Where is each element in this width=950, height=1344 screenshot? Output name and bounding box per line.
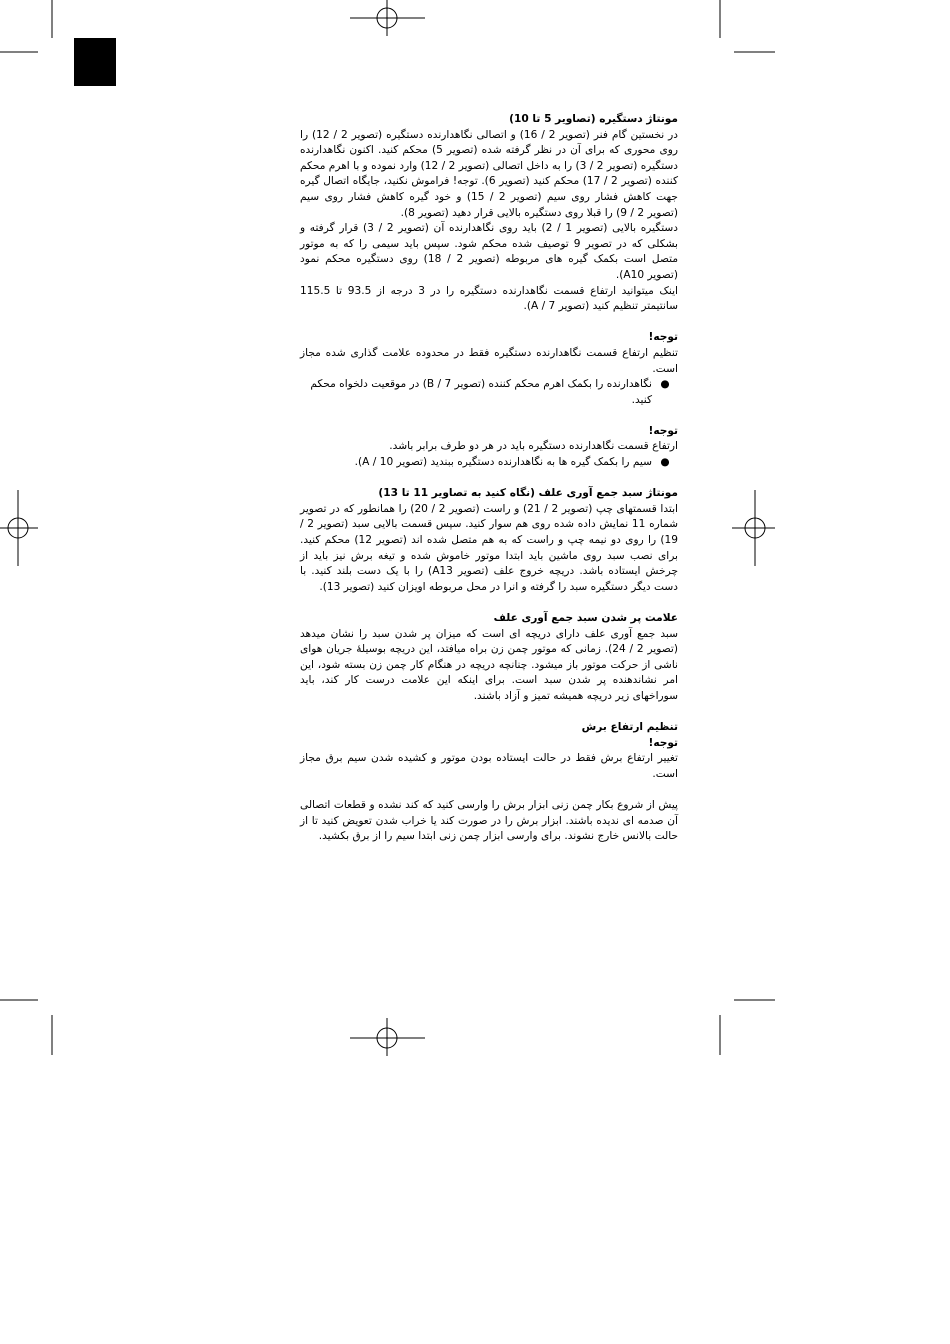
section-heading-basket-assembly: مونتاژ سبد جمع آوری علف (نگاه کنید به تصاویر 11 تا 13) xyxy=(378,487,678,500)
paragraph-basket: ابتدا قسمتهای چپ (تصویر 2 / 21) و راست (تصویر 2 / 20) را همانطور که در تصویر شماره 11 نمایش داده شده روی هم سوار کنید. سپس قسمت بالایی سبد (تصویر 2 / 19) را روی دو نیمه چپ و راست که به هم متصل شده اند (تصویر 12) محکم کنید. برای نصب سبد روی ماشین باید ابتدا موتور خاموش شده و تیغه برش نیز باید از چرخش ایستاده باشد. دریچه خروج علف (تصویر A13) را با یک دست بلند کنید. با دست دیگر دستگیره سبد را گرفته و انرا در محل مربوطه اویزان کنید (تصویر 13). xyxy=(300,502,678,593)
paragraph-full-indicator: سبد جمع آوری علف دارای دریچه ای است که میزان پر شدن سبد را نشان میدهد (تصویر 2 / 24). زمانی که موتور چمن زن براه میافتد، این دریچه بوسیلهٔ جریان هوای ناشی از حرکت موتور باز میشود. چنانچه دریچه در هنگام کار چمن زن بسته شود، این امر نشاندهنده پر شدن سبد است. برای اینکه این علامت درست کار کند، باید سوراخهای زیر دریچه همیشه تمیز و آزاد باشند. xyxy=(300,627,678,702)
registration-mark-bottom xyxy=(350,1018,425,1056)
note-heading-2: توجه! xyxy=(648,424,678,437)
paragraph-cutting-tool-check: پیش از شروع بکار چمن زنی ابزار برش را وارسی کنید که کند نشده و قطعات اتصالی آن صدمه ای ندیده باشند. ابزار برش را در صورت کند یا خراب شدن تعویض کنید تا از حالت بالانس خارج نشوند. برای وارسی ابزار چمن زنی ابتدا سیم را از برق بکشید. xyxy=(300,799,678,843)
paragraph-handle-3: اینک میتوانید ارتفاع قسمت نگاهدارنده دستگیره را در 3 درجه از 93.5 تا 115.5 سانتیمتر تنظیم کنید (تصویر 7 / A). xyxy=(300,284,678,313)
bullet-icon: ● xyxy=(660,378,670,391)
bullet-icon: ● xyxy=(660,456,670,469)
note-heading-cutting-height: توجه! xyxy=(648,736,678,749)
note-heading-1: توجه! xyxy=(648,331,678,344)
paragraph-handle-1: در نخستین گام فنر (تصویر 2 / 16) و اتصالی نگاهدارنده دستگیره (تصویر 2 / 12) را روی محوری که برای آن در نظر گرفته شده (تصویر 5) محکم کنید. اکنون نگاهدارنده دستگیره (تصویر 2 / 3) را به داخل اتصالی (تصویر 2 / 12) وارد نموده و با اهرم محکم کننده (تصویر 2 / 17) محکم کنید (تصویر 6). توجه! فراموش نکنید، جایگاه اتصال گیره جهت کاهش فشار روی سیم (تصویر 2 / 15) و خود گیره کاهش فشار روی سیم (تصویر 2 / 9) را قبلا روی دستگیره بالایی قرار دهید (تصویر 8). xyxy=(300,128,678,219)
section-heading-full-indicator: علامت پر شدن سبد جمع آوری علف xyxy=(493,612,678,624)
note-bullet-2 xyxy=(300,455,678,471)
paragraph-handle-2: دستگیره بالایی (تصویر 1 / 2) باید روی نگاهدارنده آن (تصویر 2 / 3) قرار گرفته و بشکلی که در تصویر 9 توصیف شده محکم شود. سپس باید سیمی را که به موتور متصل است بکمک گیره های مربوطه (تصویر 2 / 18) روی دستگیره محکم نمود (تصویر A10). xyxy=(300,222,679,281)
registration-mark-left xyxy=(0,490,38,566)
note-text-1: تنظیم ارتفاع قسمت نگاهدارنده دستگیره فقط در محدوده علامت گذاری شده مجاز است. xyxy=(300,346,678,375)
note-text-cutting-height: تغییر ارتفاع برش فقط در حالت ایستاده بودن موتور و کشیده شدن سیم برق مجاز است. xyxy=(300,752,678,780)
section-heading-cutting-height: تنظیم ارتفاع برش xyxy=(581,721,678,734)
note-bullet-1 xyxy=(300,377,678,408)
note-bullet-text-2: سیم را بکمک گیره ها به نگاهدارنده دستگیره ببندید (تصویر 10 / A). xyxy=(354,456,652,469)
manual-page-content xyxy=(300,112,678,845)
registration-mark-top xyxy=(350,0,425,36)
note-bullet-text-1: نگاهدارنده را بکمک اهرم محکم کننده (تصویر 7 / B) در موقعیت دلخواه محکم کنید. xyxy=(310,378,652,406)
section-heading-handle-assembly: مونتاژ دستگیره (تصاویر 5 تا 10) xyxy=(509,113,678,125)
registration-mark-right xyxy=(732,490,775,566)
note-text-2: ارتفاع قسمت نگاهدارنده دستگیره باید در هر دو طرف برابر باشد. xyxy=(389,440,678,453)
